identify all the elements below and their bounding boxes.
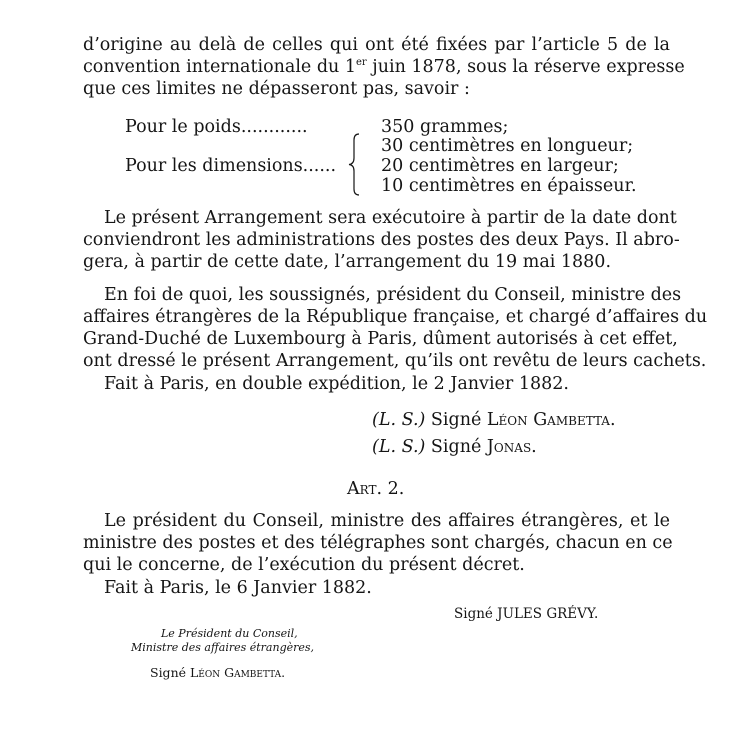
signature-president (150, 665, 285, 681)
para3-line3: Grand-Duché de Luxembourg à Paris, dûment autorisés à cet effet, (83, 329, 678, 349)
dimension-largeur: 20 centimètres en largeur; (381, 156, 619, 176)
article-heading: Art. 2. (347, 479, 405, 499)
signatory-name: Léon Gambetta. (190, 665, 286, 680)
signature-gambetta (372, 409, 616, 431)
para3-line1: En foi de quoi, les soussignés, président du Conseil, ministre des (104, 285, 682, 305)
para2-line3: gera, à partir de cette date, l’arrangement du 19 mai 1880. (83, 252, 612, 272)
para1-line2-b: juin 1878, sous la réserve expresse (366, 57, 685, 77)
signature-jonas (372, 436, 537, 458)
poids-label: Pour le poids............ (125, 117, 308, 137)
para1-line3: que ces limites ne dépasseront pas, savoir : (83, 79, 470, 99)
para2-line1: Le présent Arrangement sera exécutoire à partir de la date dont (104, 208, 677, 228)
signe-word: Signé (430, 410, 482, 430)
fait-a-paris-2: Fait à Paris, le 6 Janvier 1882. (104, 578, 372, 598)
dimensions-label: Pour les dimensions...... (125, 156, 337, 176)
para1-line2-a: convention internationale du 1 (83, 57, 357, 77)
signature-grevy: Signé JULES GRÉVY. (454, 606, 599, 622)
para4-line1: Le président du Conseil, ministre des affaires étrangères, et le (104, 511, 670, 531)
superscript-er: er (356, 57, 367, 69)
president-title-line1: Le Président du Conseil, (161, 627, 298, 640)
signatory-name: Jonas. (486, 437, 537, 457)
fait-a-paris-1: Fait à Paris, en double expédition, le 2 Janvier 1882. (104, 374, 569, 394)
curly-brace-icon (348, 133, 360, 196)
signe-word: Signé (150, 665, 187, 680)
para2-line2: conviendront les administrations des postes des deux Pays. Il abro- (83, 230, 680, 250)
para3-line4: ont dressé le présent Arrangement, qu’ils ont revêtu de leurs cachets. (83, 351, 707, 371)
dimension-longueur: 30 centimètres en longueur; (381, 136, 634, 156)
president-title-line2: Ministre des affaires étrangères, (131, 641, 315, 654)
signatory-name: Léon Gambetta. (486, 410, 616, 430)
signe-word: Signé (430, 437, 482, 457)
para4-line2: ministre des postes et des télégraphes sont chargés, chacun en ce (83, 533, 673, 553)
ls-mark: (L. S.) (372, 410, 426, 430)
poids-value: 350 grammes; (381, 117, 509, 137)
ls-mark: (L. S.) (372, 437, 426, 457)
para1-line1: d’origine au delà de celles qui ont été fixées par l’article 5 de la (83, 35, 670, 55)
para3-line2: affaires étrangères de la République française, et chargé d’affaires du (83, 307, 708, 327)
para4-line3: qui le concerne, de l’exécution du présent décret. (83, 555, 525, 575)
para1-line2 (83, 56, 685, 78)
dimension-epaisseur: 10 centimètres en épaisseur. (381, 176, 637, 196)
